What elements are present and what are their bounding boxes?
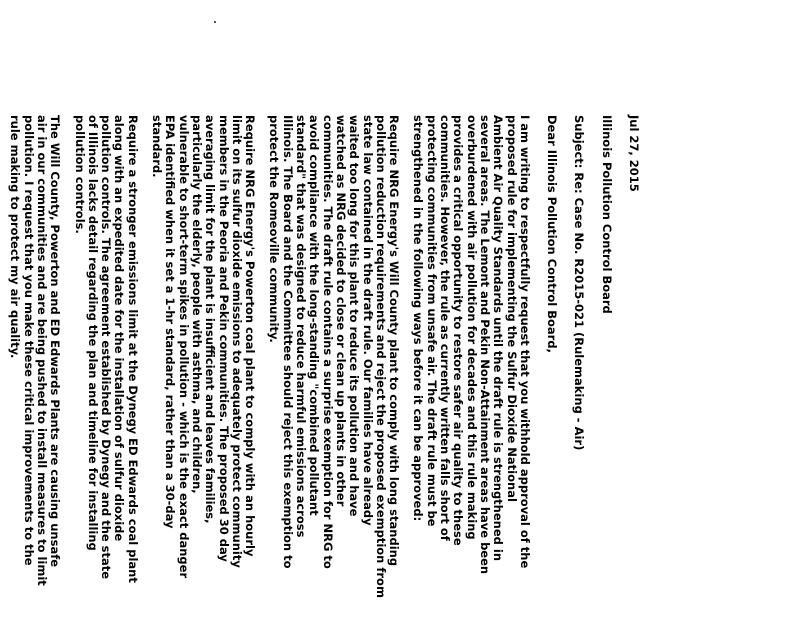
paragraph-line: Require NRG Energy's Powerton coal plant to comply with an hourly	[243, 115, 258, 557]
paragraph-powerton	[150, 115, 256, 615]
paragraph-line: standard.	[150, 115, 165, 178]
paragraph-line: provides a critical opportunity to restore safer air quality to these	[451, 115, 466, 546]
paragraph-line: air in our communities and are being pushed to install measures to limit	[35, 115, 50, 586]
paragraph-intro	[411, 115, 531, 615]
paragraph-line: overburdened with air pollution for decades and this rule making	[464, 115, 479, 540]
paragraph-line: limit on its sulfur dioxide emissions to adequately protect community	[229, 115, 244, 568]
paragraph-conclusion	[8, 115, 61, 615]
paragraph-line: pollution. I request that you make these critical improvements to the	[21, 115, 36, 566]
paragraph-line: avoid compliance with the long-standing "combined pollutant	[307, 115, 322, 516]
paragraph-line: rule making to protect my air quality.	[8, 115, 23, 359]
paragraph-line: pollution controls.	[72, 115, 87, 234]
paragraph-line: Require NRG Energy's Will County plant to comply with long standing	[387, 115, 402, 567]
paragraph-line: Ambient Air Quality Standards until the draft rule is strengthened in	[491, 115, 506, 562]
paragraph-line: several areas. The Lemont and Pekin Non-Attainment areas have been	[477, 115, 492, 575]
paragraph-line: particularly the elderly, people with asthma, and children,	[189, 115, 204, 494]
paragraph-line: Require a stronger emissions limit at the Dynegy ED Edwards coal plant	[125, 115, 140, 583]
letter-recipient: Illinois Pollution Control Board	[599, 115, 614, 314]
paragraph-line: standard" that was designed to reduce harmful emissions across	[294, 115, 309, 538]
paragraph-line: of Illinois lacks detail regarding the plan and timeline for installing	[85, 115, 100, 551]
paragraph-line: communities. However, the rule as currently written falls short of	[438, 115, 453, 541]
paragraph-line: protecting communities from unsafe air. The draft rule must be	[424, 115, 439, 527]
paragraph-line: EPA identified when it set a 1-hr standard, rather than a 30-day	[163, 115, 178, 529]
letter-subject: Subject: Re: Case No. R2015-021 (Rulemaking - Air)	[572, 115, 587, 451]
paragraph-line: state law contained in the draft rule. Our families have already	[360, 115, 375, 526]
paragraph-line: I am writing to respectfully request that you withhold approval of the	[517, 115, 532, 569]
paragraph-line: pollution controls. The agreement established by Dynegy and the state	[99, 115, 114, 580]
paragraph-line: proposed rule for implementing the Sulfur Dioxide National	[504, 115, 519, 502]
scan-speck	[214, 21, 216, 23]
paragraph-line: watched as NRG decided to close or clean up plants in other	[333, 115, 348, 507]
paragraph-line: averaging limit for the plant is insufficient and leaves families,	[203, 115, 218, 524]
paragraph-line: members in the Peoria and Pekin communities. The proposed 30 day	[216, 115, 231, 562]
paragraph-line: along with an expedited date for the installation of sulfur dioxide	[112, 115, 127, 542]
paragraph-line: vulnerable to short-term spikes in pollution - which is the exact danger	[176, 115, 191, 579]
letter-salutation: Dear Illinois Pollution Control Board,	[545, 115, 560, 353]
paragraph-will-county	[267, 115, 400, 615]
paragraph-line: strengthened in the following ways before it can be approved:	[411, 115, 426, 522]
paragraph-ed-edwards	[72, 115, 138, 615]
paragraph-line: protect the Romeoville community.	[267, 115, 282, 343]
paragraph-line: The Will County, Powerton and ED Edwards Plants are causing unsafe	[48, 115, 63, 568]
letter-body	[0, 115, 640, 615]
paragraph-line: communities. The draft rule contains a surprise exemption for NRG to	[320, 115, 335, 569]
paragraph-line: pollution reduction requirements and reject the proposed exemption from	[373, 115, 388, 598]
paragraph-line: waited too long for this plant to reduce its pollution and have	[347, 115, 362, 517]
paragraph-line: Illinois. The Board and the Committee should reject this exemption to	[280, 115, 295, 569]
letter-date: Jul 27, 2015	[627, 115, 641, 192]
